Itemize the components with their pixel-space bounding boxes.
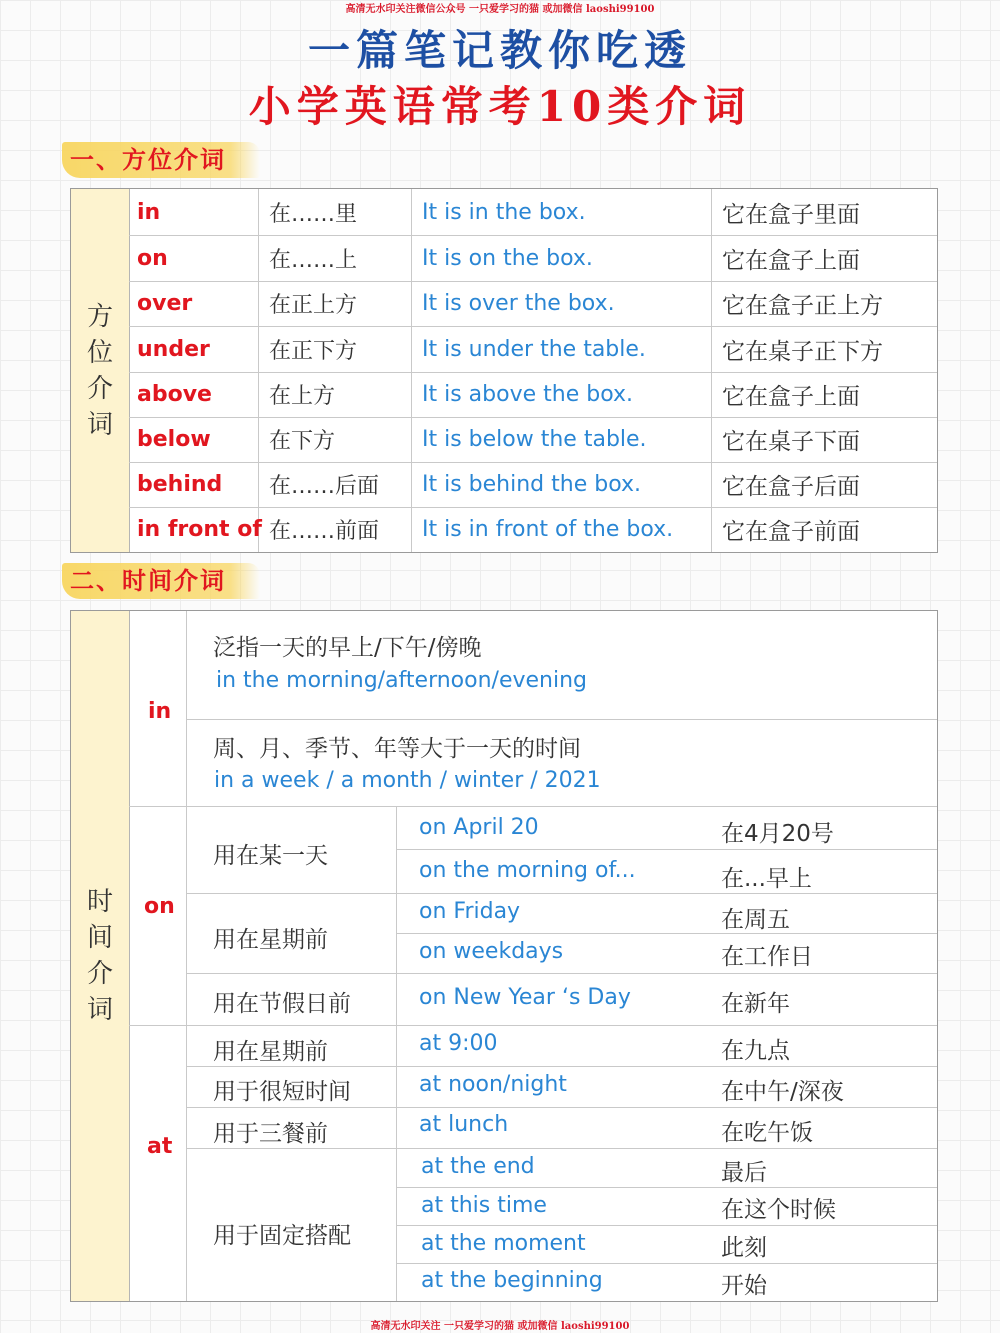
usage-example: on weekdays xyxy=(419,939,564,964)
preposition-meaning: 在正上方 xyxy=(269,293,358,318)
time-prepositions-table xyxy=(70,610,938,1302)
table-row xyxy=(129,417,937,463)
example-sentence: It is under the table. xyxy=(422,336,646,362)
usage-example: on New Year ‘s Day xyxy=(419,985,631,1010)
section-heading-time: 二、时间介词 xyxy=(62,563,260,599)
example-sentence: It is in the box. xyxy=(422,199,586,225)
example-sentence: It is above the box. xyxy=(422,382,633,407)
preposition-word: behind xyxy=(137,472,223,497)
sentence-translation: 它在盒子里面 xyxy=(722,201,860,228)
watermark-bottom: 高清无水印关注 一只爱学习的猫 或加微信 laoshi99100 xyxy=(370,1321,630,1332)
table-row xyxy=(129,372,937,418)
usage-desc: 用于很短时间 xyxy=(213,1079,351,1105)
table-row xyxy=(129,462,937,508)
preposition-word: over xyxy=(137,291,193,316)
usage-example: at the moment xyxy=(421,1231,586,1256)
sentence-translation: 它在桌子正下方 xyxy=(722,338,883,365)
sentence-translation: 它在盒子正上方 xyxy=(722,293,883,319)
location-label: 方位介词 xyxy=(71,189,130,552)
usage-translation: 在吃午饭 xyxy=(721,1120,813,1146)
preposition-word: below xyxy=(137,427,211,452)
usage-desc: 用在节假日前 xyxy=(213,991,351,1017)
time-label: 时间介词 xyxy=(71,611,130,1301)
example-sentence: It is behind the box. xyxy=(422,472,641,497)
usage-example: in the morning/afternoon/evening xyxy=(216,668,588,693)
usage-desc: 用在星期前 xyxy=(213,1039,328,1065)
example-sentence: It is in front of the box. xyxy=(422,517,674,542)
time-word-at: at xyxy=(147,1134,173,1159)
example-sentence: It is over the box. xyxy=(422,291,615,316)
sentence-translation: 它在盒子前面 xyxy=(722,519,860,545)
preposition-word: under xyxy=(137,336,210,362)
usage-example: at lunch xyxy=(419,1112,509,1137)
title-line-1: 一篇笔记教你吃透 xyxy=(307,26,692,75)
table-row xyxy=(129,507,937,552)
preposition-meaning: 在正下方 xyxy=(269,338,358,364)
usage-example: at the beginning xyxy=(421,1268,603,1293)
usage-desc: 用在某一天 xyxy=(213,843,328,869)
watermark-top: 高清无水印关注微信公众号 一只爱学习的猫 或加微信 laoshi99100 xyxy=(345,4,655,15)
usage-example: at the end xyxy=(421,1154,535,1179)
usage-translation: 在九点 xyxy=(721,1038,790,1064)
location-prepositions-table xyxy=(70,188,938,553)
section-heading-location: 一、方位介词 xyxy=(62,142,260,178)
usage-example: at 9:00 xyxy=(419,1031,498,1056)
example-sentence: It is on the box. xyxy=(422,245,593,271)
usage-example: at noon/night xyxy=(419,1072,567,1097)
usage-example: at this time xyxy=(421,1193,547,1218)
usage-desc: 泛指一天的早上/下午/傍晚 xyxy=(213,635,482,661)
usage-translation: 在...早上 xyxy=(721,866,812,892)
table-row xyxy=(129,235,937,282)
table-row xyxy=(129,189,937,236)
preposition-word: on xyxy=(137,245,168,271)
preposition-meaning: 在……前面 xyxy=(269,519,380,544)
preposition-meaning: 在……上 xyxy=(269,247,358,273)
usage-translation: 在这个时候 xyxy=(721,1197,836,1223)
usage-example: on the morning of... xyxy=(419,858,636,883)
usage-example: on April 20 xyxy=(419,815,539,840)
preposition-meaning: 在……后面 xyxy=(269,474,380,499)
usage-translation: 在周五 xyxy=(721,907,790,933)
usage-translation: 在工作日 xyxy=(721,944,813,970)
usage-translation: 此刻 xyxy=(721,1235,767,1261)
usage-desc: 用于固定搭配 xyxy=(213,1223,351,1249)
usage-desc: 用在星期前 xyxy=(213,927,328,953)
table-row xyxy=(129,326,937,373)
usage-example: on Friday xyxy=(419,899,521,924)
sentence-translation: 它在盒子后面 xyxy=(722,474,860,500)
usage-translation: 在中午/深夜 xyxy=(721,1079,844,1105)
usage-desc: 周、月、季节、年等大于一天的时间 xyxy=(213,736,581,762)
sentence-translation: 它在盒子上面 xyxy=(722,384,860,410)
table-row xyxy=(129,281,937,327)
usage-translation: 最后 xyxy=(721,1160,767,1186)
preposition-word: above xyxy=(137,382,212,407)
usage-example: in a week / a month / winter / 2021 xyxy=(214,768,601,793)
time-word-in: in xyxy=(148,699,172,724)
usage-desc: 用于三餐前 xyxy=(213,1121,328,1147)
sentence-translation: 它在盒子上面 xyxy=(722,247,860,274)
example-sentence: It is below the table. xyxy=(422,427,647,452)
preposition-word: in front of xyxy=(137,517,262,542)
sentence-translation: 它在桌子下面 xyxy=(722,429,860,455)
title-line-2: 小学英语常考10类介词 xyxy=(248,82,752,131)
usage-translation: 开始 xyxy=(721,1273,767,1299)
preposition-meaning: 在……里 xyxy=(269,201,358,227)
usage-translation: 在4月20号 xyxy=(721,821,834,847)
preposition-meaning: 在下方 xyxy=(269,429,336,454)
time-word-on: on xyxy=(144,894,175,919)
usage-translation: 在新年 xyxy=(721,991,790,1017)
preposition-word: in xyxy=(137,199,161,225)
preposition-meaning: 在上方 xyxy=(269,384,336,409)
